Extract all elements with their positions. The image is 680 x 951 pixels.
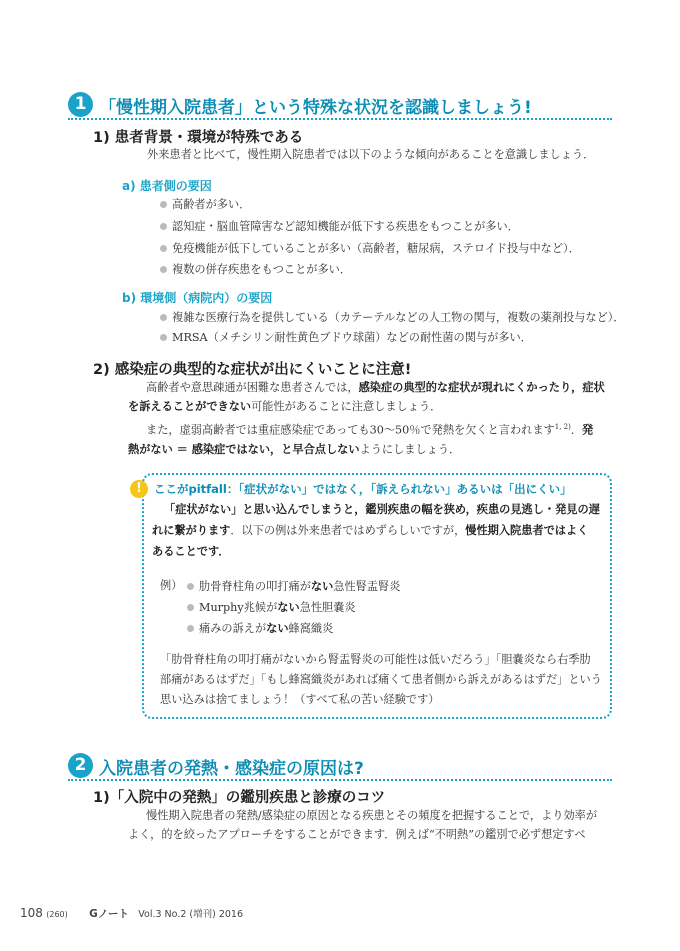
section-title: 「慢性期入院患者」という特殊な状況を認識しましょう!: [99, 98, 532, 118]
paragraph: 外来患者と比べて，慢性期入院患者では以下のような傾向があることを意識しましょう．: [147, 148, 595, 161]
paragraph: 慢性期入院患者の発熱/感染症の原因となる疾患とその頻度を把握することで，より効率が よく，的を絞ったアプローチをすることができます．例えば“不明熱”の鑑別で必ず想定すべ: [128, 809, 598, 841]
list-item: 高齢者が多い．: [160, 196, 250, 212]
list-item: 肋骨脊柱角の叩打痛がない急性腎盂腎炎: [187, 578, 400, 594]
section-title: 入院患者の発熱・感染症の原因は?: [99, 759, 364, 779]
pitfall-title: ここがpitfall：「症状がない」ではなく，「訴えられない」あるいは「出にくい」: [154, 482, 572, 496]
pitfall-quote: 「肋骨脊柱角の叩打痛がないから腎盂腎炎の可能性は低いだろう」「胆嚢炎なら右季肋 部痛があるはずだ」「もし蜂窩織炎があれば痛くて患者側から訴えがあるはずだ」という 思い込みは捨てましょう！（すべて私の苦い経験です）: [160, 653, 602, 706]
subsection-title: 1)「入院中の発熱」の鑑別疾患と診療のコツ: [93, 790, 386, 806]
section1-heading: [68, 92, 612, 120]
exclamation-icon: !: [130, 480, 148, 498]
list-item: 認知症・脳血管障害など認知機能が低下する疾患をもつことが多い．: [160, 218, 519, 234]
paragraph: 高齢者や意思疎通が困難な患者さんでは，感染症の典型的な症状が現れにくかったり，症状 を訴えることができない可能性があることに注意しましょう． また，虚弱高齢者では重症感染症であっても30～50％で発熱を欠くと言われます$^{1, 2)}$．発 熱がない ＝ 感染症ではない，と早合点しないようにしましょう．: [128, 381, 605, 456]
pitfall-paragraph: 「症状がない」と思い込んでしまうと，鑑別疾患の幅を狭め，疾患の見逃し・発見の遅 れに繋がります．以下の例は外来患者ではめずらしいですが，慢性期入院患者ではよく あることです．: [152, 503, 600, 558]
list-item: Murphy兆候がない急性胆嚢炎: [187, 599, 356, 615]
section2-heading: [68, 753, 612, 781]
list-item: 痛みの訴えがない蜂窩織炎: [187, 620, 333, 636]
list-item: MRSA（メチシリン耐性黄色ブドウ球菌）などの耐性菌の関与が多い．: [160, 329, 532, 345]
subsection-title: 2) 感染症の典型的な症状が出にくいことに注意!: [93, 362, 412, 378]
subsection-title: 1) 患者背景・環境が特殊である: [93, 130, 304, 146]
section-number-badge: 1: [68, 92, 93, 117]
subsubsection-title: b) 環境側（病院内）の要因: [122, 291, 273, 305]
journal-volume: Vol.3 No.2 (増刊) 2016: [138, 909, 244, 920]
example-label: 例）: [160, 579, 183, 592]
list-item: 複雑な医療行為を提供している（カテーテルなどの人工物の関与，複数の薬剤投与など）．: [160, 309, 625, 325]
section-number-badge: 2: [68, 753, 93, 778]
page-number: 108: [20, 906, 43, 920]
list-item: 免疫機能が低下していることが多い（高齢者，糖尿病，ステロイド投与中など）．: [160, 240, 580, 256]
page-number-sub: (260): [46, 910, 68, 919]
page-footer: [20, 906, 243, 921]
list-item: 複数の併存疾患をもつことが多い．: [160, 261, 351, 277]
subsubsection-title: a) 患者側の要因: [122, 179, 212, 193]
journal-name: Gノート: [89, 908, 129, 920]
